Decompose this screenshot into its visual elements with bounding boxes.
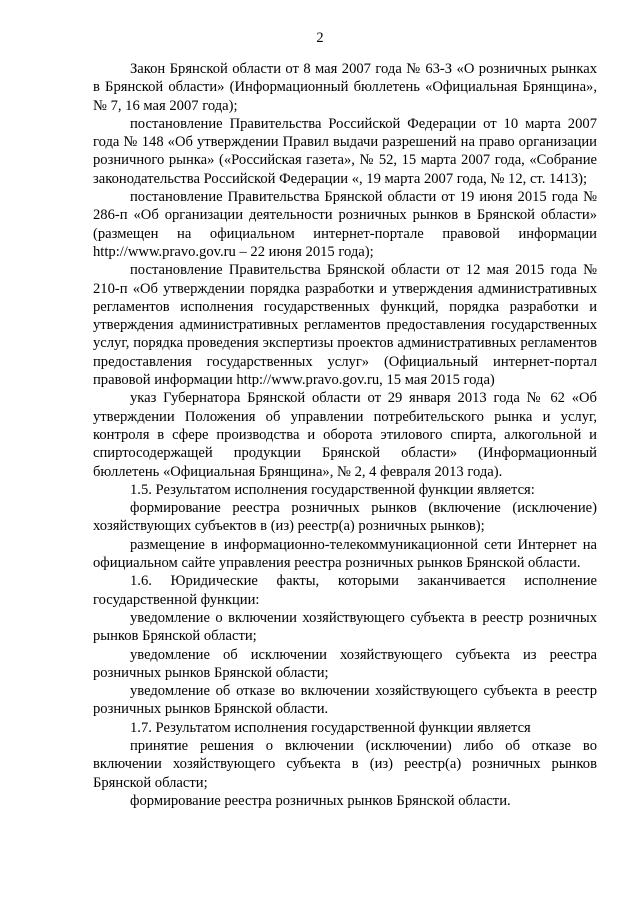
paragraph-section-1-5: 1.5. Результатом исполнения государственной функции является: bbox=[130, 481, 535, 498]
paragraph-section-1-7: 1.7. Результатом исполнения государственной функции является bbox=[130, 719, 531, 736]
paragraph-law-63-z: Закон Брянской области от 8 мая 2007 года № 63-З «О розничных рынках в Брянской области» (Информационный бюллетень «Официальная Брянщина», № 7, 16 мая 2007 года); bbox=[93, 61, 597, 114]
paragraph-notice-inclusion: уведомление о включении хозяйствующего субъекта в реестр розничных рынков Брянской области; bbox=[93, 609, 597, 645]
paragraph-resolution-210-p: постановление Правительства Брянской области от 12 мая 2015 года № 210-п «Об утверждении порядка разработки и утверждения административных регламентов исполнения государственных функций, порядка разработки и утверждения административных регламентов предоставления государственных услуг, порядка проведения экспертизы проектов административных регламентов предоставления государственных услуг» (Официальный интернет-портал правовой информации http://www.pravo.gov.ru, 15 мая 2015 года) bbox=[93, 262, 597, 389]
paragraph-notice-refusal: уведомление об отказе во включении хозяйствующего субъекта в реестр розничных рынков Брянской области. bbox=[93, 683, 597, 718]
paragraph-notice-exclusion: уведомление об исключении хозяйствующего субъекта из реестра розничных рынков Брянской области; bbox=[93, 646, 597, 681]
page-number: 2 bbox=[316, 30, 324, 46]
paragraph-rf-resolution-148: постановление Правительства Российской Федерации от 10 марта 2007 года № 148 «Об утверждении Правил выдачи разрешений на право организации розничного рынка» («Российская газета», № 52, 15 марта 2007 года, «Собрание законодательства Российской Федерации «, 19 марта 2007 года, № 12, ст. 1413); bbox=[93, 115, 597, 187]
paragraph-resolution-286-p: постановление Правительства Брянской области от 19 июня 2015 года № 286-п «Об организации деятельности розничных рынков в Брянской области» (размещен на официальном интернет-портале правовой информации http://www.pravo.gov.ru – 22 июня 2015 года); bbox=[93, 189, 597, 260]
paragraph-decision: принятие решения о включении (исключении) либо об отказе во включении хозяйствующего субъекта в (из) реестр(а) розничных рынков Брянской области; bbox=[93, 737, 597, 791]
document-body bbox=[93, 60, 597, 810]
paragraph-decree-62: указ Губернатора Брянской области от 29 января 2013 года № 62 «Об утверждении Положения об управлении потребительского рынка и услуг, контроля в сфере производства и оборота этилового спирта, алкогольной и спиртосодержащей продукции Брянской области» (Информационный бюллетень «Официальная Брянщина», № 2, 4 февраля 2013 года). bbox=[93, 390, 597, 480]
paragraph-registry-formation: формирование реестра розничных рынков (включение (исключение) хозяйствующих субъектов в (из) реестр(а) розничных рынков); bbox=[93, 500, 597, 535]
paragraph-registry-final: формирование реестра розничных рынков Брянской области. bbox=[130, 792, 511, 809]
paragraph-internet-publication: размещение в информационно-телекоммуникационной сети Интернет на официальном сайте управления реестра розничных рынков Брянской области. bbox=[93, 536, 597, 572]
paragraph-section-1-6: 1.6. Юридические факты, которыми заканчивается исполнение государственной функции: bbox=[93, 573, 597, 608]
